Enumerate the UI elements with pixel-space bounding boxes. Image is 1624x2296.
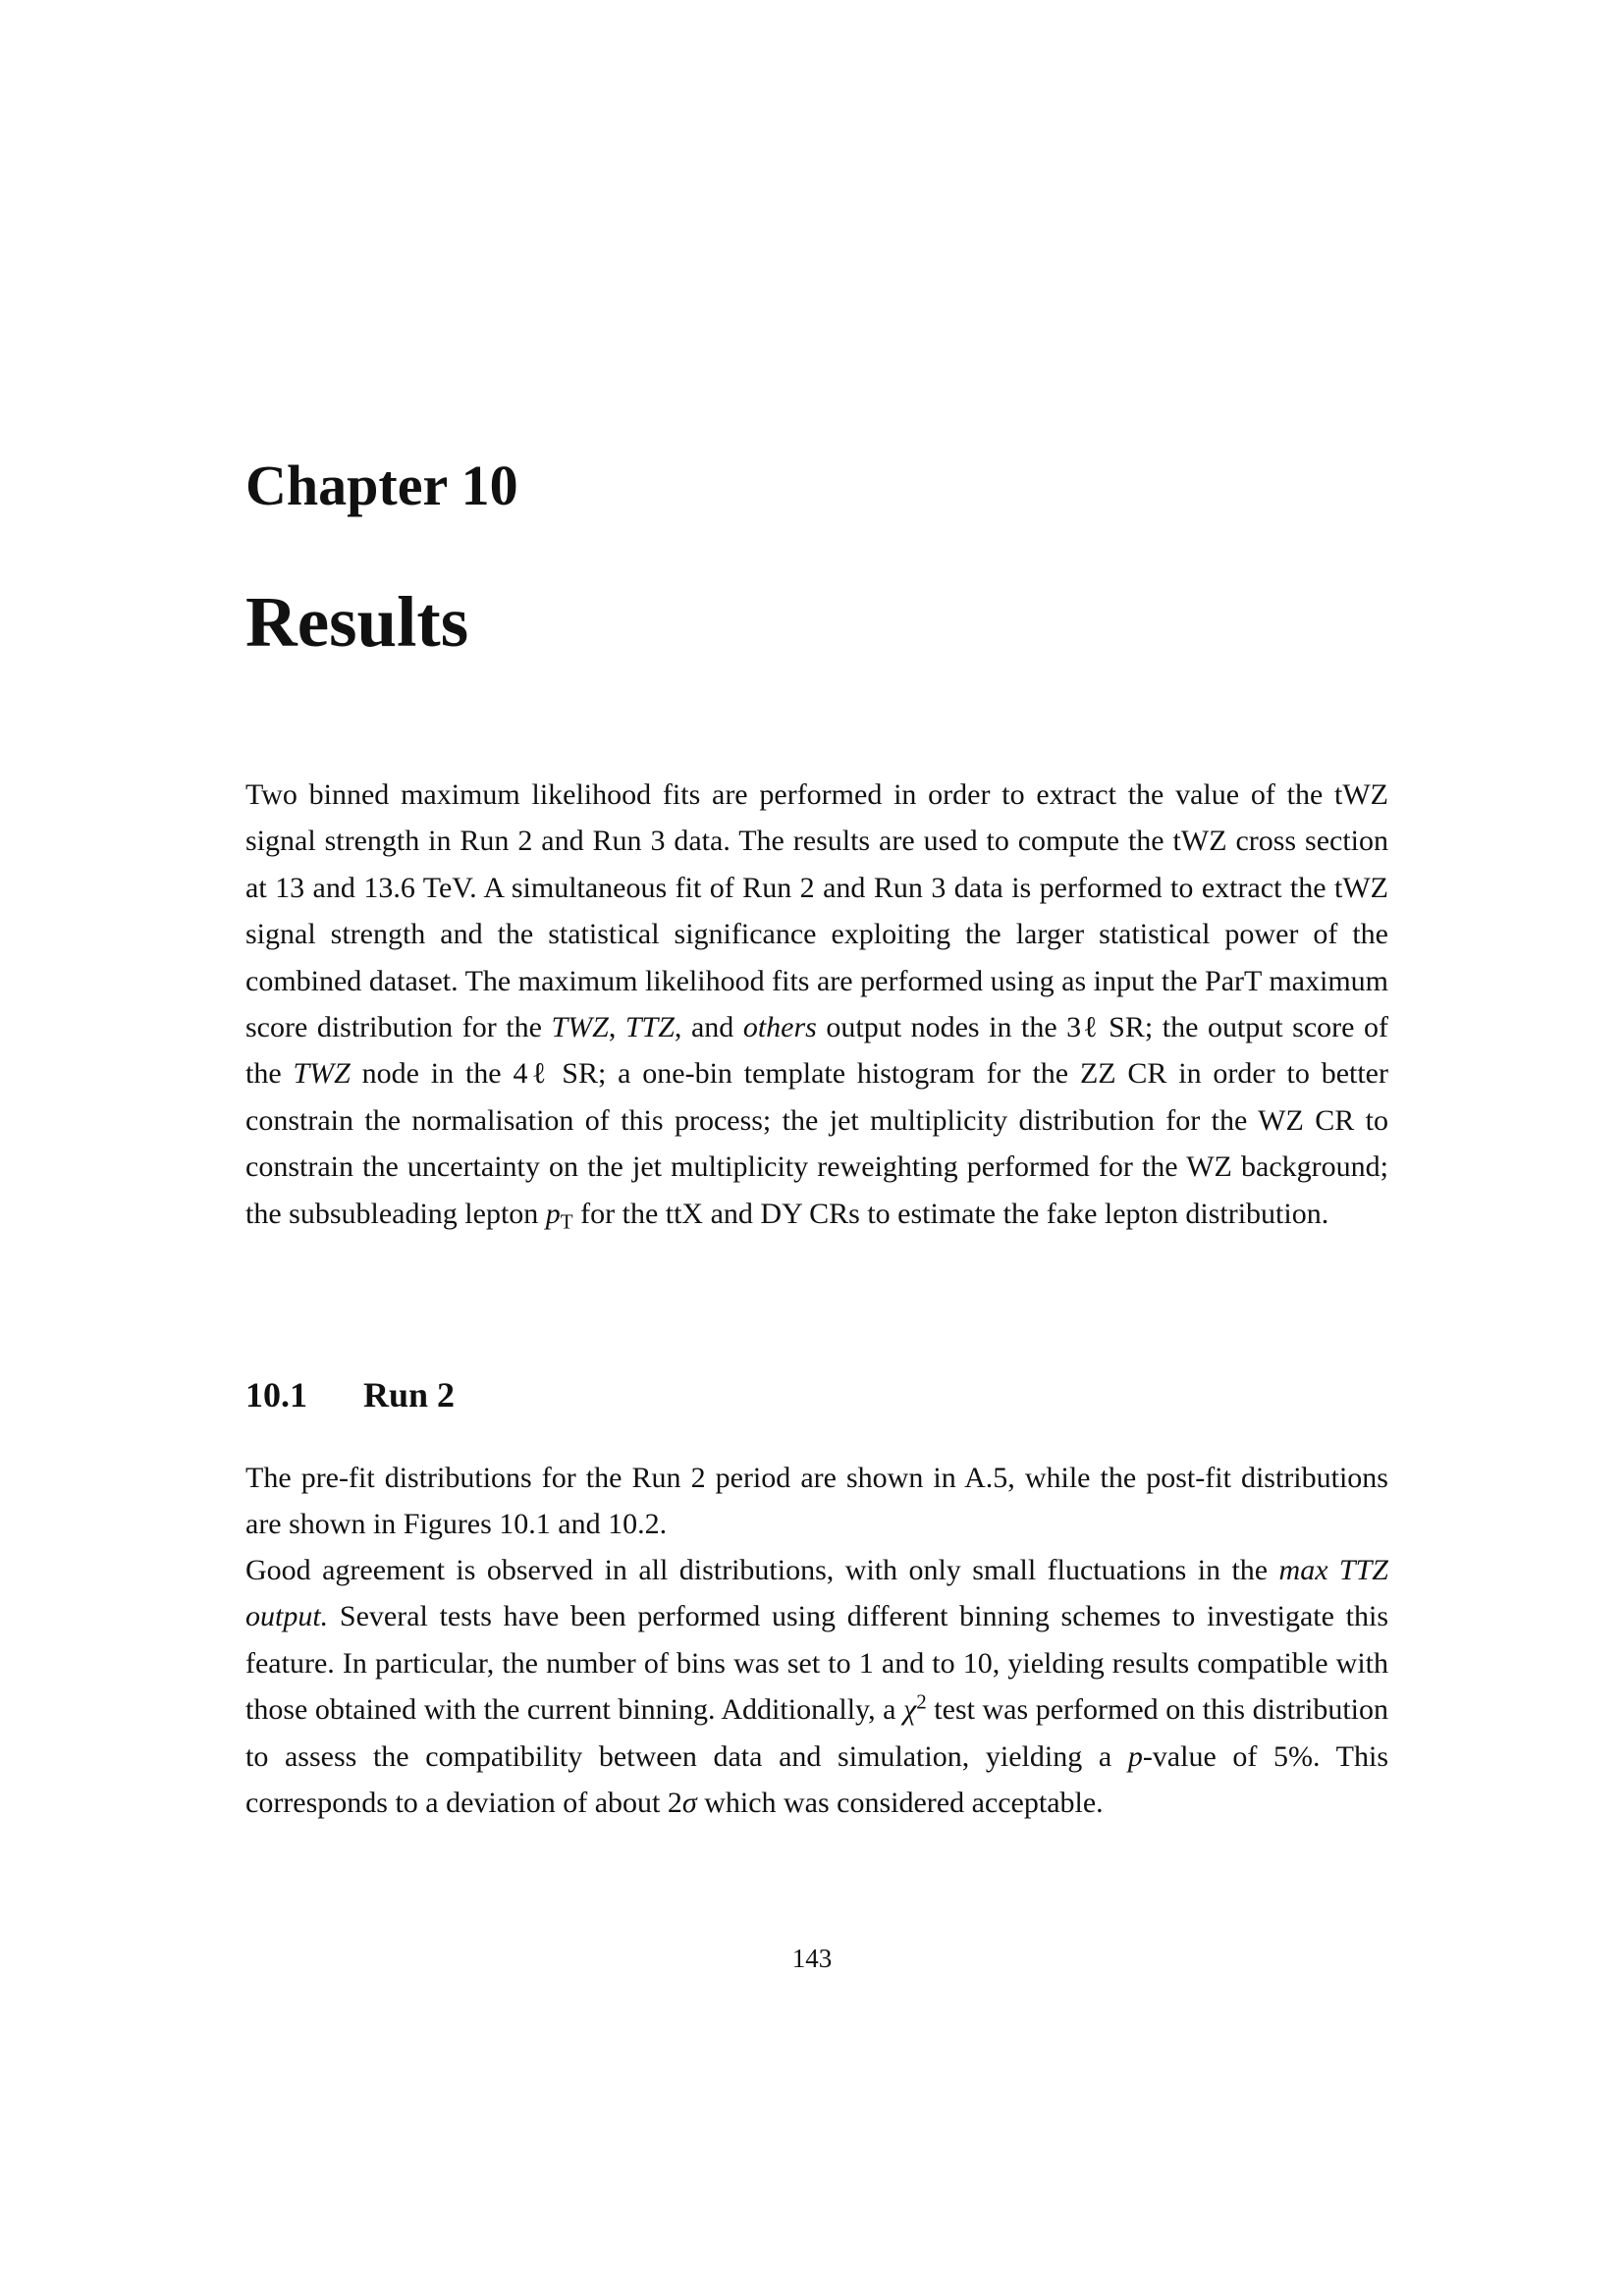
italic-term: others bbox=[742, 1011, 817, 1044]
math-symbol: χ bbox=[903, 1693, 917, 1727]
chapter-label: Chapter 10 bbox=[245, 454, 518, 517]
math-symbol: p bbox=[1127, 1739, 1143, 1773]
text-run: which was considered acceptable. bbox=[696, 1787, 1104, 1820]
section-heading bbox=[245, 1374, 455, 1416]
text-run: -value of 5%. This corresponds to a deviation of about 2 bbox=[245, 1739, 1388, 1820]
body-paragraph bbox=[245, 1547, 1388, 1826]
text-run: , bbox=[608, 1011, 625, 1044]
text-run: for the ttX and DY CRs to estimate the fake lepton distribution. bbox=[572, 1197, 1329, 1230]
section-title: Run 2 bbox=[363, 1375, 456, 1415]
chapter-title: Results bbox=[245, 582, 469, 662]
body-paragraph bbox=[245, 1455, 1388, 1548]
text-run: , and bbox=[674, 1011, 743, 1044]
italic-term: TWZ bbox=[551, 1011, 609, 1044]
section-number: 10.1 bbox=[245, 1375, 307, 1415]
math-symbol: p bbox=[545, 1197, 561, 1230]
page-number: 143 bbox=[791, 1944, 833, 1973]
text-run: Good agreement is observed in all distributions, with only small fluctuations in the bbox=[245, 1554, 1279, 1586]
text-run: Two binned maximum likelihood fits are performed in order to extract the value of the tWZ signal strength in Run 2 and Run 3 data. The results are used to compute the tWZ cross section at 13 and 13.6 TeV. A simultaneous fit of Run 2 and Run 3 data is performed to extract the tWZ signal strength and the statistical significance exploiting the larger statistical power of the combined dataset. The maximum likelihood fits are performed using as input the ParT maximum score distribution for the bbox=[245, 778, 1388, 1044]
text-run: The pre-fit distributions for the Run 2 period are shown in A.5, while the post-fit distributions are shown in Figures 10.1 and 10.2. bbox=[245, 1462, 1388, 1541]
text-run: node in the 4ℓ SR; a one-bin template histogram for the ZZ CR in order to better constrain the normalisation of this process; the jet multiplicity distribution for the WZ CR to constrain the uncertainty on the jet multiplicity reweighting performed for the WZ background; the subsubleading lepton bbox=[245, 1057, 1388, 1230]
italic-term: TTZ bbox=[624, 1011, 675, 1044]
math-superscript: 2 bbox=[916, 1689, 927, 1714]
intro-paragraph bbox=[245, 772, 1388, 1237]
text-run: test was performed on this distribution to assess the compatibility between data and simulation, yielding a bbox=[245, 1693, 1388, 1773]
text-run: output nodes in the 3ℓ SR; the output score of the bbox=[245, 1011, 1388, 1091]
italic-term: TWZ bbox=[293, 1057, 351, 1091]
text-run: Several tests have been performed using different binning schemes to investigate this feature. In particular, the number of bins was set to 1 and to 10, yielding results compatible with those obtained with the current binning. Additionally, a bbox=[245, 1600, 1388, 1727]
italic-term: max TTZ output. bbox=[245, 1554, 1388, 1633]
math-subscript: T bbox=[560, 1208, 573, 1233]
math-symbol: σ bbox=[681, 1787, 697, 1820]
